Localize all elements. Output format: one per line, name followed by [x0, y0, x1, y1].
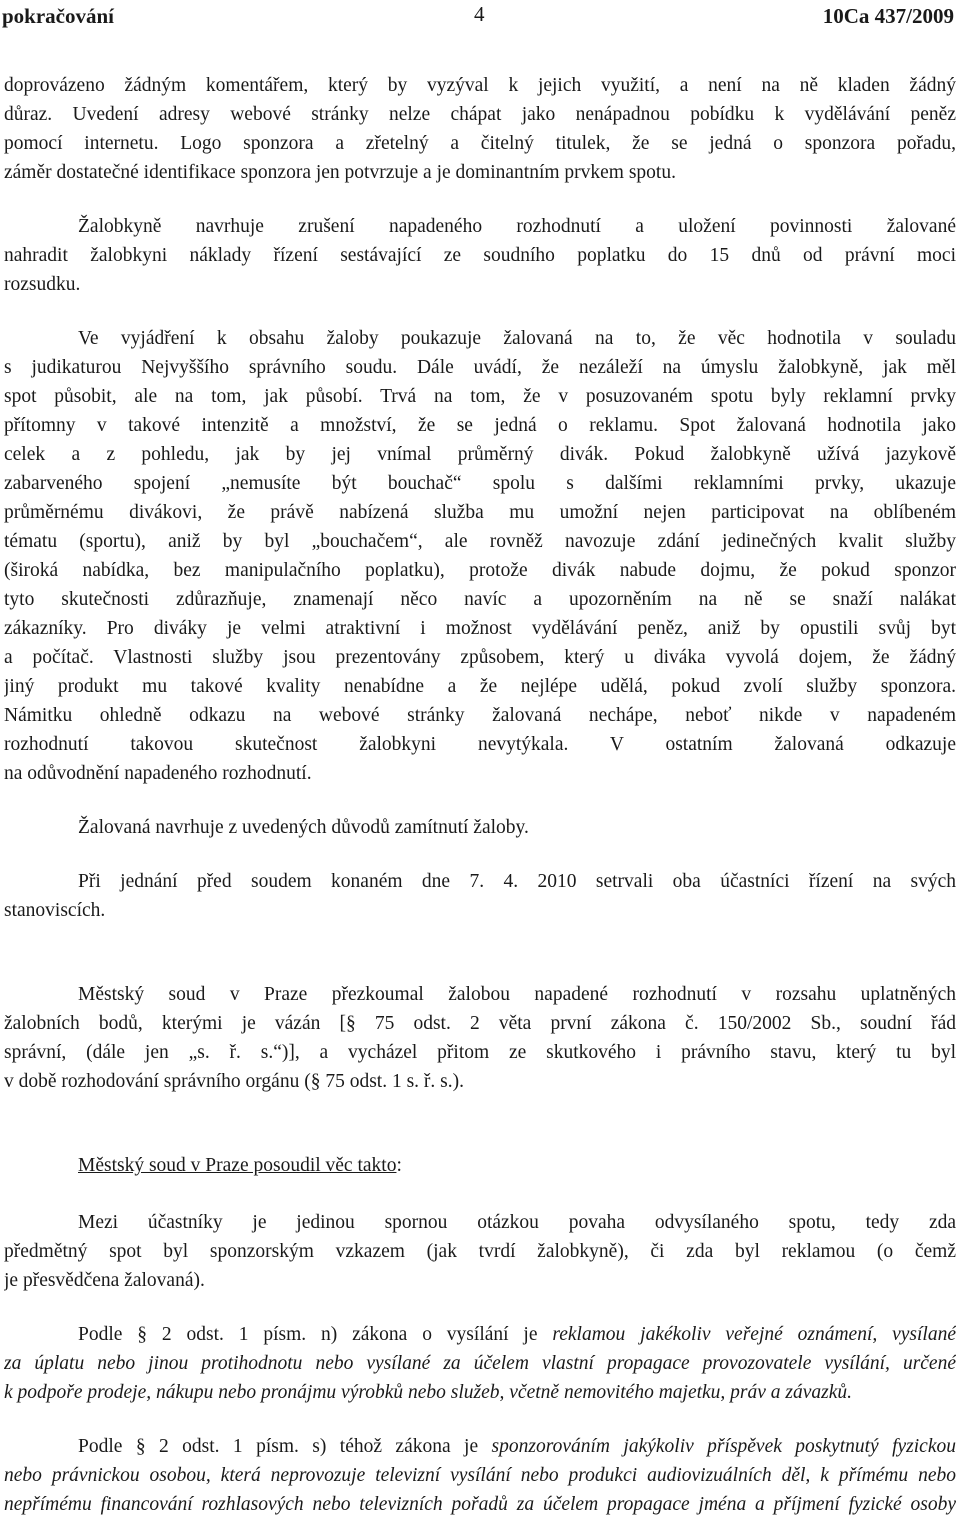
citation-quote-line: za úplatu nebo jinou protihodnotu nebo vysílané za účelem vlastní propagace provozovatele vysílání, určené — [4, 1353, 956, 1374]
case-number: 10Ca 437/2009 — [822, 4, 954, 28]
text-line: důraz. Uvedení adresy webové stránky nelze chápat jako nenápadnou pobídku k vydělávání peněz — [4, 104, 956, 125]
text-line: tématu (sportu), aniž by byl „bouchačem“, ale rovněž navozuje zdání jedinečných kvalit služby — [4, 531, 956, 552]
text-line: v době rozhodování správního orgánu (§ 75 odst. 1 s. ř. s.). — [4, 1071, 464, 1092]
text-line: pomocí internetu. Logo sponzora a zřetelný a čitelný titulek, že se jedná o sponzora pořadu, — [4, 133, 956, 154]
citation-quote: sponzorováním jakýkoliv příspěvek poskytnutý fyzickou — [491, 1436, 956, 1457]
header-continuation-label: pokračování — [2, 4, 115, 28]
page-number: 4 — [474, 2, 485, 26]
text-line: a počítač. Vlastnosti služby jsou prezentovány způsobem, který u diváka vyvolá dojem, že žádný — [4, 647, 956, 668]
text-line: Námitku ohledně odkazu na webové stránky žalovaná nechápe, neboť nikde v napadeném — [4, 705, 956, 726]
text-line: jiný produkt mu takové kvality nenabídne a že nejlépe udělá, pokud zvolí služby sponzora. — [4, 676, 956, 697]
text-line: je přesvědčena žalovaná). — [4, 1270, 205, 1291]
citation-intro: Podle § 2 odst. 1 písm. s) téhož zákona je — [78, 1436, 479, 1457]
text-line: stanoviscích. — [4, 900, 106, 921]
text-line: předmětný spot byl sponzorským vzkazem (jak tvrdí žalobkyně), či zda byl reklamou (o čemž — [4, 1241, 956, 1262]
text-line: spot působit, ale na tom, jak působí. Trvá na tom, že v posuzovaném spotu byly reklamní prvky — [4, 386, 956, 407]
text-line: Žalobkyně navrhuje zrušení napadeného rozhodnutí a uložení povinnosti žalované — [78, 216, 956, 237]
text-line: žalobních bodů, kterými je vázán [§ 75 odst. 2 věta první zákona č. 150/2002 Sb., soudní řád — [4, 1013, 956, 1034]
citation-intro: Podle § 2 odst. 1 písm. n) zákona o vysílání je — [78, 1324, 538, 1345]
citation-quote-line: k podpoře prodeje, nákupu nebo pronájmu výrobků nebo služeb, včetně nemovitého majetku, práv a závazků. — [4, 1382, 853, 1403]
citation-quote-line: nepřímému financování rozhlasových nebo televizních pořadů za účelem propagace jména a příjmení fyzické osoby — [4, 1494, 956, 1515]
section-heading — [78, 1152, 956, 1179]
section-heading-text: Městský soud v Praze posoudil věc takto — [78, 1155, 397, 1176]
text-line: přítomny v takové intenzitě a množství, že se jedná o reklamu. Spot žalovaná hodnotila jako — [4, 415, 956, 436]
text-line: s judikaturou Nejvyššího správního soudu. Dále uvádí, že nezáleží na úmyslu žalobkyně, jak měl — [4, 357, 956, 378]
citation-quote-line: nebo právnickou osobou, která neprovozuje televizní vysílání nebo produkci audiovizuálních děl, k přímému nebo — [4, 1465, 956, 1486]
text-line: Mezi účastníky je jedinou spornou otázkou povaha odvysílaného spotu, tedy zda — [78, 1212, 956, 1233]
text-line: Při jednání před soudem konaném dne 7. 4. 2010 setrvali oba účastníci řízení na svých — [78, 871, 956, 892]
text-line: celek a z pohledu, jak by jej vnímal průměrný divák. Pokud žalobkyně užívá jazykově — [4, 444, 956, 465]
text-line: průměrnému divákovi, že právě nabízená služba mu umožní nejen participovat na oblíbeném — [4, 502, 956, 523]
text-line: rozsudku. — [4, 274, 81, 295]
text-line: nahradit žalobkyni náklady řízení sestávající ze soudního poplatku do 15 dnů od právní moci — [4, 245, 956, 266]
text-line: (široká nabídka, bez manipulačního poplatku), protože divák nabude dojmu, že pokud sponzor — [4, 560, 956, 581]
text-line: záměr dostatečné identifikace sponzora jen potvrzuje a je dominantním prvkem spotu. — [4, 162, 676, 183]
legal-citation-line — [78, 1321, 956, 1348]
text-line: zákazníky. Pro diváky je velmi atraktivní i možnost vydělávání peněz, aniž by opustili svůj byt — [4, 618, 956, 639]
section-heading-colon: : — [396, 1155, 402, 1176]
text-line: rozhodnutí takovou skutečnost žalobkyni nevytýkala. V ostatním žalovaná odkazuje — [4, 734, 956, 755]
text-line: doprovázeno žádným komentářem, který by vyzýval k jejich využití, a není na ně kladen žádný — [4, 75, 956, 96]
page-header — [0, 4, 960, 28]
legal-citation-line — [78, 1433, 956, 1460]
text-line: na odůvodnění napadeného rozhodnutí. — [4, 763, 312, 784]
citation-quote: reklamou jakékoliv veřejné oznámení, vysílané — [552, 1324, 956, 1345]
text-line: zabarveného spojení „nemusíte být bouchač“ spolu s dalšími reklamními prvky, ukazuje — [4, 473, 956, 494]
text-line: Žalovaná navrhuje z uvedených důvodů zamítnutí žaloby. — [78, 817, 529, 838]
text-line: Ve vyjádření k obsahu žaloby poukazuje žalovaná na to, že věc hodnotila v souladu — [78, 328, 956, 349]
text-line: tyto skutečnosti zdůrazňuje, znamenají něco navíc a upozorněním na ně se snaží nalákat — [4, 589, 956, 610]
text-line: správní, (dále jen „s. ř. s.“)], a vycházel přitom ze skutkového i právního stavu, který tu byl — [4, 1042, 956, 1063]
text-line: Městský soud v Praze přezkoumal žalobou napadené rozhodnutí v rozsahu uplatněných — [78, 984, 956, 1005]
